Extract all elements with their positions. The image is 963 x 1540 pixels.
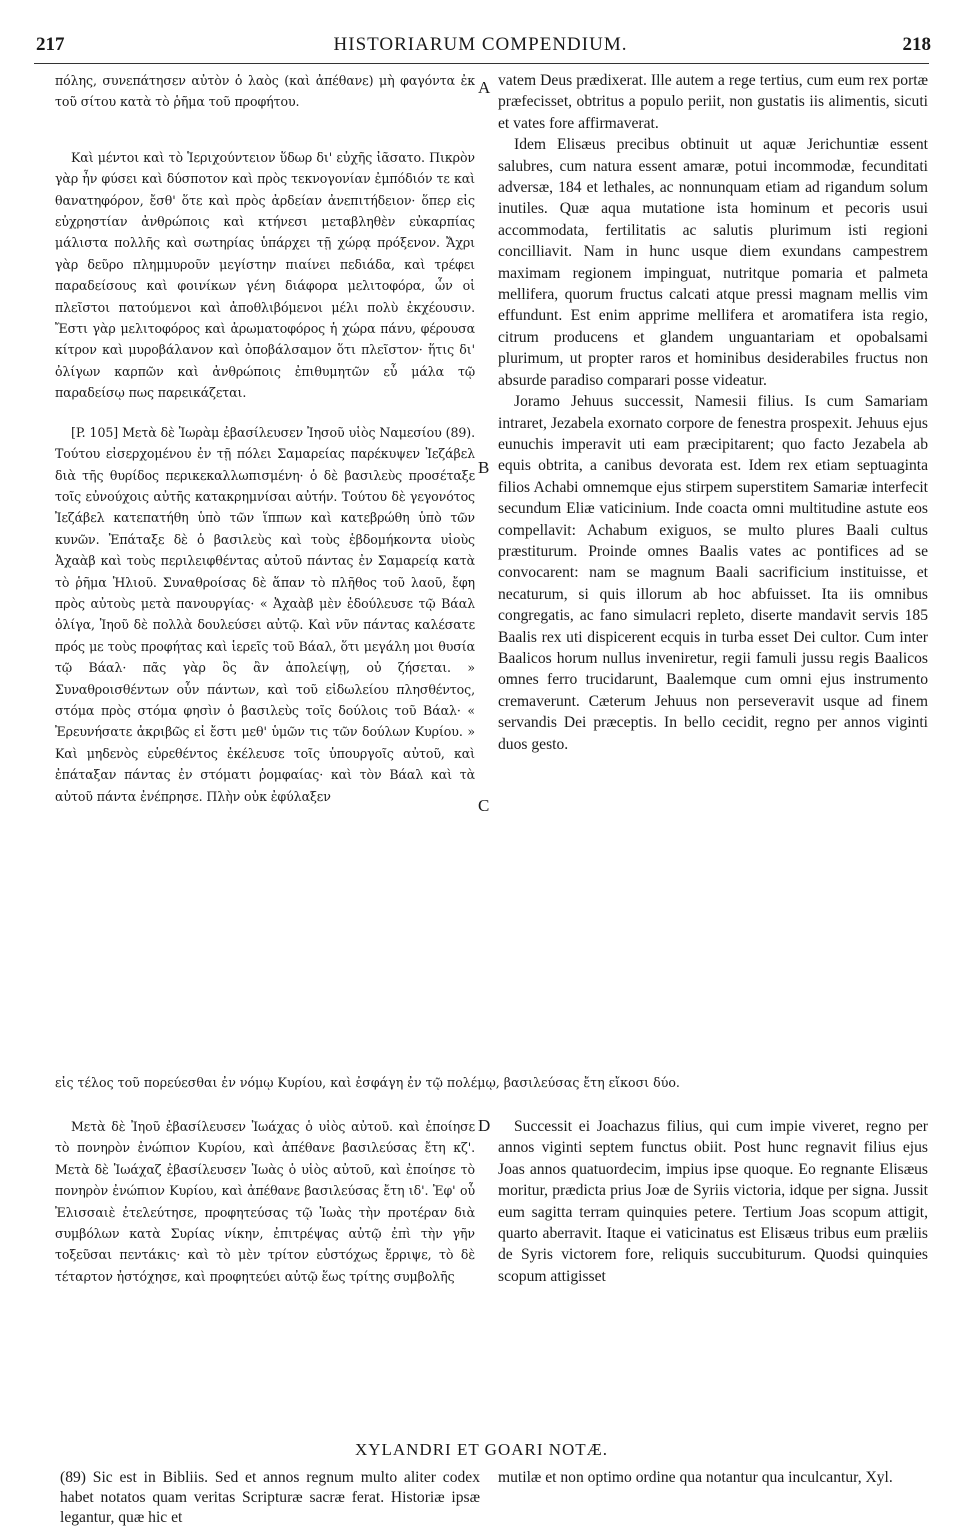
note-89-right: mutilæ et non optimo ordine qua notantur qua inculcantur, Xyl. [498,1469,893,1486]
page-header [30,34,931,60]
note-89-left: (89) Sic est in Bibliis. Sed et annos regnum multo aliter codex habet notatos quam veritas Scripturæ sacræ ferat. Historiæ ipsæ legantur, quæ hic et [60,1469,480,1526]
greek-paragraph-1: πόλης, συνεπάτησεν αὐτὸν ὁ λαὸς (καὶ ἀπέθανε) μὴ φαγόντα ἐκ τοῦ σίτου κατὰ τὸ ῥῆμα τοῦ προφήτου. [55,73,475,110]
greek-paragraph-4: Μετὰ δὲ Ἰηοῦ ἐβασίλευσεν Ἰωάχας ὁ υἱὸς αὐτοῦ. καὶ ἐποίησε τὸ πονηρὸν ἐνώπιον Κυρίου, καὶ ἀπέθανε βασιλεύσας ἔτη κζ'. Μετὰ δὲ Ἰωάχαζ ἐβασίλευσεν Ἰωὰς ὁ υἱὸς αὐτοῦ, καὶ ἐποίησε τὸ πονηρὸν ἐνώπιον Κυρίου, καὶ ἀπέθανε βασιλεύσας ἔτη ιδ'. Ἐφ' οὗ Ἐλισσαιὲ ἐτελεύτησε, προφητεύσας τῷ Ἰωὰς τὴν προτέραν διὰ συμβόλων κατὰ Συρίας νίκην, ἐπιτρέψας αὐτῷ ἐπὶ τὴν γῆν τοξεῦσαι πεντάκις· καὶ τὸ μὲν τρίτον εὐστόχως ἔρριψε, τὸ δὲ τέταρτον ἠστόχησε, καὶ προφητεύει αὐτῷ ἕως τρίτης συμβολῆς [55,1119,475,1284]
latin-paragraph-3: Joramo Jehuus successit, Namesii filius. Is cum Samariam intraret, Jezabela exornato corpore de fenestra prospexit. Jehuus ejus eunuchis imperavit uti eam præcipitarent; quo facto Jezabela ab equis obtrita, a canibus devorata est. Idem rex etiam septuaginta filios Achabi omnemque ejus stirpem superstitem Samariæ interfecit secundum Eliæ vaticinium. Inde coacta omni multitudine astute eos compellavit: Achabum exiguos, se multo plures Baali cultus præstiturum. Proinde omnes Baalis vates ac pontifices ad se convocarent: nam se magnum Baali sacrificium instituisse, et necaturum, si quis illorum ab hoc abfuisset. Ita iis omnibus congregatis, ac fano simulacri repleto, diserte mandavit servis 185 Baalis rex uti dispicerent ecquis in turba esset Dei cultor. Cum inter Baalicos horum nullus inveniretur, regii famuli jussu regis Baalicos omnes ferro trucidarunt, Baalemque cum omni ejus instrumento cremaverunt. Cæterum Jehuus non perseveravit usque ad finem servandis Dei præceptis. In bello cecidit, regno per annos viginti duos gesto. [498,393,928,753]
margin-letter-c: C [478,796,490,815]
margin-letter-a: A [478,78,491,97]
latin-paragraph-2: Idem Elisæus precibus obtinuit ut aquæ Jerichuntiæ essent salubres, cum natura essent amaræ, potui incommodæ, fecunditati adversæ, 184 et lethales, ac nonnunquam etiam ad rigandum solum inutiles. Quæ aqua mutatione ista hominum et pecoris usui accommodata, fertilitatis ac salutis plurimum isti regioni concilliavit. Nam in hunc usque diem exundans campestrem maximam regionem impinguat, nutritque pomaria et palmeta mellifera, quorum fructus calcati atque pressi magnam mellis vim effundunt. Est enim apprime mellifera et aromatifera ista regio, citrum producens et glandem unguantariam et opobalsami plurimum, ut propter raros et hominibus desiderabiles fructus non absurde paradiso comparari posse videatur. [498,136,928,389]
greek-column-lower [55,1116,475,1287]
greek-paragraph-2: Καὶ μέντοι καὶ τὸ Ἱεριχούντειον ὕδωρ δι' εὐχῆς ἰᾶσατο. Πικρὸν γὰρ ἦν φύσει καὶ δύσποτον καὶ πρὸς τεκνογονίαν ἐμπόδιόν τε καὶ θανατηφόρον, ἔσθ' ὅτε καὶ πρὸς ἀρδείαν ἀνεπιτήδειον· ὅπερ εἰς εὐχρηστίαν ἀνθρώποις καὶ κτήνεσι μεταβληθὲν εὐκαρπίας μάλιστα πολλῆς καὶ σωτηρίας ὑπάρχει τῇ χώρᾳ πρόξενον. Ἄχρι γὰρ δεῦρο πλημμυροῦν μεγίστην πιαίνει πεδιάδα, καὶ τρέφει παραδείσους καὶ φοινίκων γένη διάφορα μελιτοφόρα, ὧν οἱ πλεῖστοι πατούμενοι καὶ ἀποθλιβόμενοι μέλι πολὺ ἐκχέουσιν. Ἔστι γὰρ μελιτοφόρος καὶ ἀρωματοφόρος ἡ χώρα πάνυ, φέρουσα κίτρον καὶ μυροβάλανον καὶ ὀποβάλσαμον ὅτι πλεῖστον· ἥτις δι' ὀλίγων καρπῶν καὶ ἀνθρώποις ἐπιθυμητῶν εὖ μάλα τῷ παραδείσῳ πως παρεικάζεται. [55,149,475,401]
greek-paragraph-3: [P. 105] Μετὰ δὲ Ἰωρὰμ ἐβασίλευσεν Ἰησοῦ υἱὸς Ναμεσίου (89). Τούτου εἰσερχομένου ἐν τῇ πόλει Σαμαρείας παρέκυψεν Ἰεζάβελ διὰ τῆς θυρίδος περικεκαλλωπισμένη· ὁ δὲ βασιλεὺς προσέταξε τοῖς εὐνούχοις αὐτῆς κατακρημνίσαι αὐτήν. Τούτου δὲ γεγονότος Ἰεζάβελ κατεπατήθη ὑπὸ τῶν ἵππων καὶ κατεβρώθη ὑπὸ τῶν κυνῶν. Ἐπάταξε δὲ ὁ βασιλεὺς καὶ τοὺς ἑβδομήκοντα υἱοὺς Ἀχαὰβ καὶ τοὺς περιλειφθέντας αὐτοῦ πάντας ἐν Σαμαρείᾳ κατὰ τὸ ῥῆμα Ἠλιοῦ. Συναθροίσας δὲ ἅπαν τὸ πλῆθος τοῦ λαοῦ, ἔφη πρὸς αὐτοὺς μετὰ πανουργίας· « Ἀχαὰβ μὲν ἐδούλευσε τῷ Βάαλ ὀλίγα, Ἰηοῦ δὲ πολλὰ δουλεύσει αὐτῷ. Καὶ νῦν πάντας καλέσατε πρός με τοὺς προφήτας καὶ ἱερεῖς τοῦ Βάαλ, ὅτι μεγάλη μοι θυσία τῷ Βάαλ· πᾶς γὰρ ὃς ἂν ἀπολείψῃ, οὐ ζήσεται. » Συναθροισθέντων οὖν πάντων, καὶ τοῦ εἰδωλείου πλησθέντος, στόμα πρὸς στόμα φησὶν ὁ βασιλεὺς τοῖς δούλοις τοῦ Βάαλ· « Ἐρευνήσατε ἀκριβῶς εἰ ἔστι μεθ' ὑμῶν τις τῶν δούλων Κυρίου. » Καὶ μηδενὸς εὑρεθέντος ἐκέλευσε τοῖς ὑπουργοῖς αὐτοῦ, καὶ ἐπάταξαν πάντας ἐν στόματι ῥομφαίας· καὶ τὸν Βάαλ καὶ τὰ αὐτοῦ πάντα ἐνέπρησε. Πλὴν οὐκ ἐφύλαξεν [55,424,475,804]
latin-column-upper [498,70,928,755]
page-number-right: 218 [902,34,931,55]
running-title: HISTORIARUM COMPENDIUM. [333,34,628,55]
page-number-left: 217 [36,34,65,55]
latin-paragraph-1: vatem Deus prædixerat. Ille autem a rege tertius, cum eum rex portæ præfecisset, obtritus a populo periit, non gustatis iis alimentis, sicuti et vates fore affirmaverat. [498,72,928,132]
greek-column-upper [55,70,475,807]
latin-column-lower [498,1116,928,1287]
margin-letter-b: B [478,458,490,477]
greek-full-width-line: εἰς τέλος τοῦ πορεύεσθαι ἐν νόμῳ Κυρίου, καὶ ἐσφάγη ἐν τῷ πολέμῳ, βασιλεύσας ἔτη εἴκοσι δύο. [55,1075,680,1090]
latin-paragraph-4: Successit ei Joachazus filius, qui cum impie viveret, regno per annos viginti septem functus obiit. Post hunc regnavit filius ejus Joas annos quatuordecim, impius ipse quoque. Eo regnante Elisæus moritur, prædicta prius Joæ de Syriis victoria, idque per signa. Jussit eum sagitta terram quinquies petere. Tertium Joas scopum attigit, quarto aberravit. Itaque ei vaticinatus est Elisæus tribus eum præliis de Syris victorem fore, reliquis succubiturum. Quodsi quinquies scopum attigisset [498,1118,928,1285]
header-rule [34,63,929,64]
notes-title: XYLANDRI ET GOARI NOTÆ. [354,1440,609,1459]
margin-letter-d: D [478,1116,491,1135]
